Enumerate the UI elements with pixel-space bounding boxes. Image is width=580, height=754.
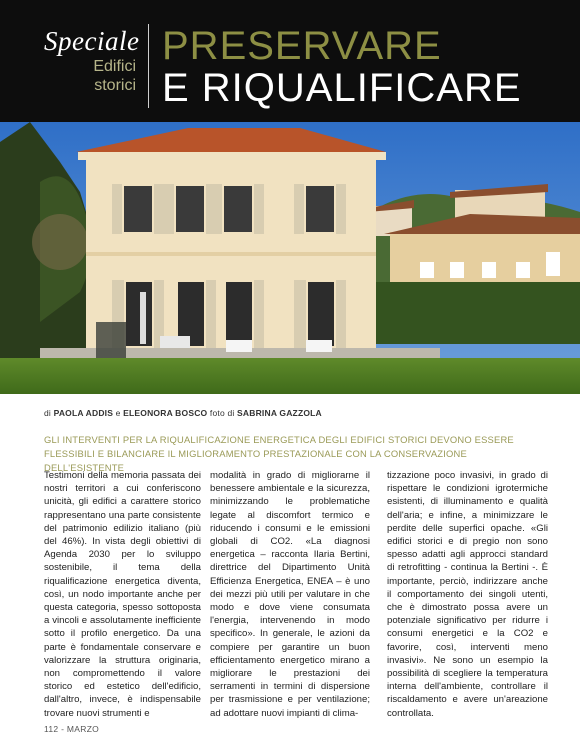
byline-foto-label: foto di xyxy=(209,408,235,418)
byline xyxy=(44,408,322,418)
subsection-label-line2: storici xyxy=(94,77,136,94)
body-column-1 xyxy=(44,469,201,720)
byline-di: di xyxy=(44,408,52,418)
body-column-1-text: Testimoni della memoria passata dei nostri territori a cui conferiscono unicità, gli edifici a carattere storico rappresentano una parte consistente del patrimonio edilizio italiano (più del 46%). In vista degli obiettivi di Agenda 2030 per lo sviluppo sostenibile, il tema della riqualificazione energetica diventa, così, un nodo importante anche per questa categoria, spesso sottoposta a vincoli e assolutamente inefficiente sotto il profilo energetico. Da una parte è fondamentale conservare e valorizzare la struttura originaria, non compromettendo il valore storico ed estetico dell'edificio, dall'altro, invece, è indispensabile trovare nuovi strumenti e xyxy=(44,470,201,719)
body-column-2-text: modalità in grado di migliorarne il benessere ambientale e la sicurezza, minimizzando le problematiche legate al discomfort termico e riducendo i consumi e le emissioni globali di CO2. «La diagnosi energetica – racconta Ilaria Bertini, direttrice del Dipartimento Unità Efficienza Energetica, ENEA – è uno dei mezzi più utili per valutare in che modo e dove viene consumata l'energia, intervenendo in modo specifico». In generale, le azioni da compiere per garantire un buon efficientamento energetico mirano a migliorare le prestazioni dei serramenti in termini di dispersione per trasmissione e per ventilazione; ad adottare nuovi impianti di clima- xyxy=(210,470,370,719)
author-1: PAOLA ADDIS xyxy=(53,408,114,418)
lead-paragraph: GLI INTERVENTI PER LA RIQUALIFICAZIONE ENERGETICA DEGLI EDIFICI STORICI DEVONO ESSERE FLESSIBILI E BILANCIARE IL MIGLIORAMENTO PRESTAZIONALE CON LA CONSERVAZIONE DELL'ESISTENTE xyxy=(44,434,514,473)
title-line1: PRESERVARE xyxy=(162,24,442,68)
header-divider xyxy=(148,24,149,108)
page-footer: 112 - MARZO xyxy=(44,724,100,734)
section-label: Speciale xyxy=(44,26,140,56)
villa-photo xyxy=(0,122,580,394)
body-column-2 xyxy=(210,469,370,720)
byline-conj: e xyxy=(115,408,121,418)
subsection-label-line1: Edifici xyxy=(93,58,136,75)
header-band xyxy=(0,0,580,122)
author-2: ELEONORA BOSCO xyxy=(123,408,208,418)
title-line2: E RIQUALIFICARE xyxy=(162,66,522,110)
photographer: SABRINA GAZZOLA xyxy=(237,408,322,418)
body-column-3-text: tizzazione poco invasivi, in grado di rispettare le condizioni igrotermiche esistenti, di illuminamento e qualità dell'aria; e infine, a minimizzare le perdite delle superfici opache. «Gli edifici storici e di pregio non sono spesso adatti agli approcci standard di retrofitting - continua la Bertini -. È importante, perciò, indirizzare anche il comportamento dei singoli utenti, che è dimostrato possa avere un potenziale significativo per ridurre i consumi energetici e la CO2 e favorire, così, interventi meno invasivi». Ne sono un esempio la possibilità di scegliere la temperatura interna dell'ambiente, controllare il riscaldamento e avere un'areazione controllata. xyxy=(387,470,548,719)
body-column-3 xyxy=(387,469,548,720)
